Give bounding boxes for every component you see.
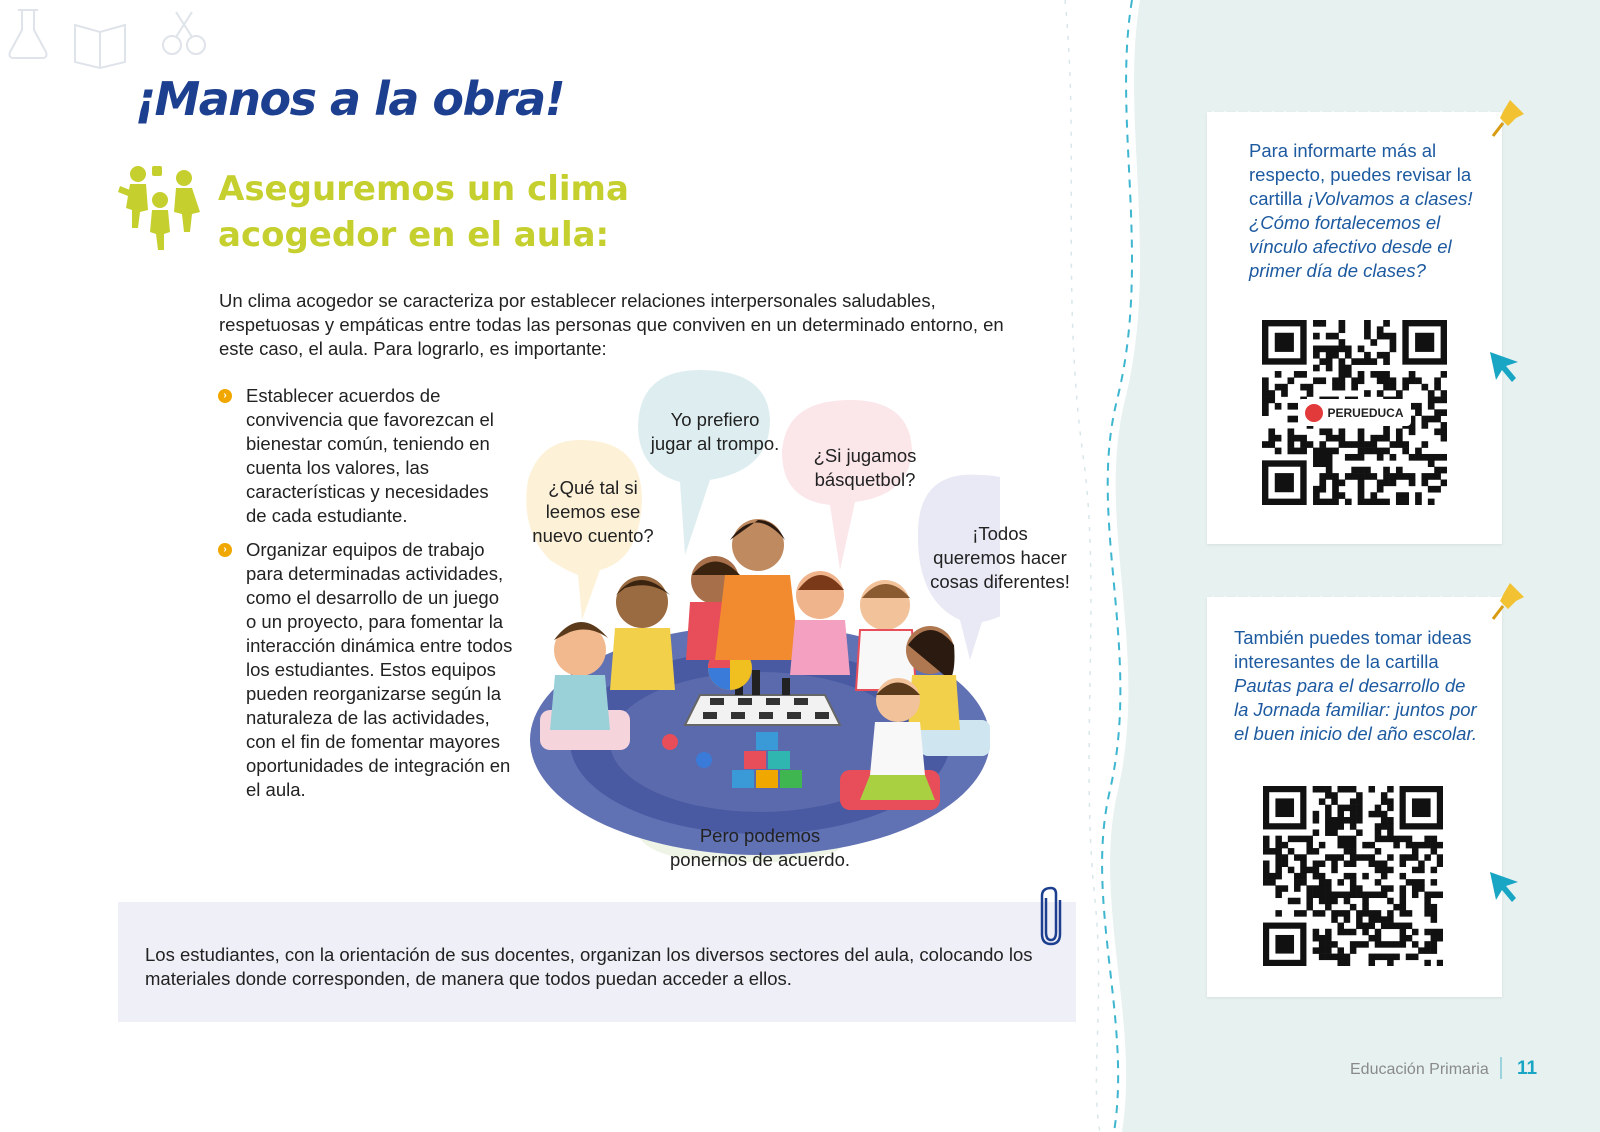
pushpin-icon xyxy=(1490,96,1530,140)
speech-bubble-story: ¿Qué tal si leemos ese nuevo cuento? xyxy=(532,477,654,546)
page-title: ¡Manos a la obra! xyxy=(135,72,565,126)
speech-bubble-top: Yo prefiero jugar al trompo. xyxy=(650,409,780,454)
bullet-text: Establecer acuerdos de convivencia que favorezcan el bienestar común, teniendo en cuenta los valores, las características y necesidades de cada estudiante. xyxy=(246,385,494,526)
note-text: Los estudiantes, con la orientación de sus docentes, organizan los diversos sectores del aula, colocando los materiales donde corresponden, de manera que todos puedan acceder a ellos. xyxy=(145,944,1033,989)
bullet-text: Organizar equipos de trabajo para determinadas actividades, como el desarrollo de un juego o un proyecto, para fomentar la interacción dinámica entre todos los estudiantes. Estos equipos pueden reorganizarse según la naturaleza de las actividades, con el fin de fomentar mayores oportunidades de integración en el aula. xyxy=(246,539,513,800)
resource-card-2 xyxy=(1207,597,1502,997)
qr-logo-text: PERUEDUCA xyxy=(1327,405,1404,420)
card-2-text-italic: Pautas para el desarrollo de la Jornada familiar: juntos por el buen inicio del año escolar. xyxy=(1234,675,1478,744)
qr-code-icon[interactable] xyxy=(1263,786,1443,966)
cursor-icon xyxy=(1488,870,1522,904)
chevron-right-icon: › xyxy=(218,543,232,557)
section-title-line2: acogedor en el aula: xyxy=(218,215,610,255)
peru-educa-logo-icon xyxy=(1305,404,1323,422)
card-2-text-plain: También puedes tomar ideas interesantes de la cartilla xyxy=(1234,627,1472,672)
speech-bubble-different: ¡Todos queremos hacer cosas diferentes! xyxy=(930,523,1070,592)
speech-bubble-basketball: ¿Si jugamos básquetbol? xyxy=(813,445,917,490)
section-title-line1: Aseguremos un clima xyxy=(218,169,629,209)
pushpin-icon xyxy=(1490,579,1530,623)
card-1-text-italic: ¡Volvamos a clases! ¿Cómo fortalecemos el vínculo afectivo desde el primer día de clases? xyxy=(1249,188,1473,281)
card-1-text-plain: Para informarte más al respecto, puedes revisar la cartilla xyxy=(1249,140,1472,209)
section-title xyxy=(218,166,718,258)
cursor-icon xyxy=(1488,350,1522,384)
footer-label: Educación Primaria xyxy=(1350,1061,1489,1078)
card-1-text xyxy=(1249,139,1479,283)
flask-icon xyxy=(10,10,47,58)
torn-edge xyxy=(1207,109,1502,119)
torn-edge xyxy=(1207,594,1502,604)
scissors-icon xyxy=(163,12,205,54)
kids-icon xyxy=(118,160,204,252)
page-number: 11 xyxy=(1517,1058,1538,1079)
card-2-text xyxy=(1234,626,1484,746)
chevron-right-icon: › xyxy=(218,389,232,403)
bullet-list xyxy=(218,384,513,812)
qr-logo xyxy=(1298,399,1411,426)
book-icon xyxy=(75,25,125,68)
list-item xyxy=(218,384,513,528)
paperclip-icon xyxy=(1038,886,1064,946)
list-item xyxy=(218,538,513,802)
speech-bubble-agreement: Pero podemos ponernos de acuerdo. xyxy=(670,825,850,870)
intro-paragraph: Un clima acogedor se caracteriza por establecer relaciones interpersonales saludables, respetuosas y empáticas entre todas las personas que conviven en un determinado entorno, en este caso, el aula. Para lograrlo, es importante: xyxy=(219,290,1004,359)
resource-card-1 xyxy=(1207,112,1502,544)
qr-code-icon[interactable] xyxy=(1262,320,1447,505)
footer-divider xyxy=(1500,1057,1502,1079)
